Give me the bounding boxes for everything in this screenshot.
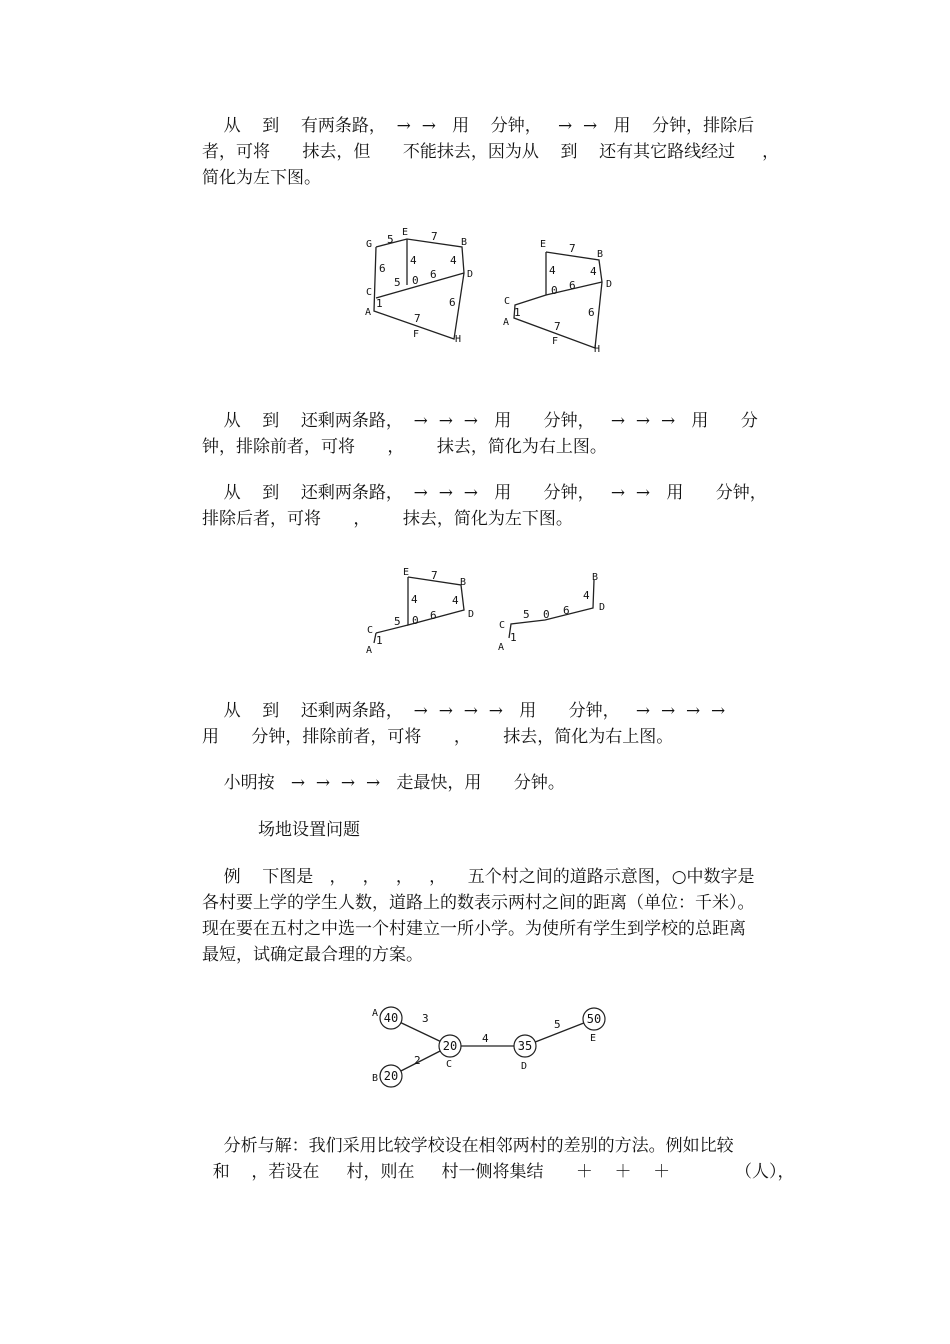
- node-label: A: [366, 645, 373, 656]
- text-line: 从 到 还剩两条路， → → → 用 分钟， → → → 用 分: [202, 411, 758, 431]
- graph-figure-4: [495, 568, 615, 658]
- text-line: 各村要上学的学生人数，道路上的数表示两村之间的距离（单位：千米）。: [202, 893, 755, 913]
- text-line: 简化为左下图。: [202, 168, 321, 188]
- node-label: B: [592, 572, 599, 583]
- edge-weight: 1: [376, 297, 383, 310]
- node-label: C: [366, 287, 373, 298]
- village-d-students: 35: [517, 1039, 533, 1053]
- paragraph-route-comparison-3: [202, 480, 806, 532]
- village-c-label: C: [446, 1059, 453, 1070]
- village-e-label: E: [590, 1033, 597, 1044]
- edge-weight: 6: [379, 262, 386, 275]
- village-e-students: 50: [586, 1012, 602, 1026]
- node-label: C: [499, 620, 506, 631]
- node-label: F: [413, 329, 420, 340]
- edge-weight: 7: [569, 242, 576, 255]
- text-line: 从 到 有两条路， → → 用 分钟， → → 用 分钟，排除后: [202, 116, 755, 136]
- node-label: D: [468, 609, 475, 620]
- village-c-students: 20: [442, 1039, 458, 1053]
- node-label: B: [460, 577, 467, 588]
- text-line: 例 下图是 ， ， ， ， 五个村之间的道路示意图，○中数字是: [202, 867, 755, 887]
- node-label: A: [503, 317, 510, 328]
- edge-weight: 4: [549, 264, 556, 277]
- graph-figure-1: [360, 225, 480, 350]
- edge-weight: 6: [569, 279, 576, 292]
- edge-weight: 6: [588, 306, 595, 319]
- paragraph-route-comparison-1: [202, 113, 806, 191]
- node-label: H: [594, 344, 601, 355]
- edge-weight: 4: [590, 265, 597, 278]
- node-label: B: [461, 237, 468, 248]
- edge-weight: 7: [554, 320, 561, 333]
- distance-a-c: 3: [422, 1012, 429, 1025]
- text-line: 者，可将 抹去，但 不能抹去，因为从 到 还有其它路线经过 ，: [202, 142, 780, 162]
- text-line: 分析与解：我们采用比较学校设在相邻两村的差别的方法。例如比较: [202, 1136, 734, 1156]
- paragraph-route-comparison-2: [202, 408, 806, 460]
- text-line: 和 ，若设在 村，则在 村一侧将集结 ＋ ＋ ＋ （人），: [202, 1162, 795, 1182]
- edge-weight: 5: [523, 608, 530, 621]
- edge-weight: 4: [411, 593, 418, 606]
- section-heading: 场地设置问题: [258, 820, 360, 840]
- graph-figure-2: [500, 232, 620, 357]
- village-b-students: 20: [383, 1069, 399, 1083]
- text-line: 从 到 还剩两条路， → → → 用 分钟， → → 用 分钟，: [202, 483, 767, 503]
- text-line: 排除后者，可将 ， 抹去，简化为左下图。: [202, 509, 573, 529]
- edge-weight: 0: [543, 608, 550, 621]
- edge-weight: 0: [412, 614, 419, 627]
- edge-weight: 7: [431, 230, 438, 243]
- edge-weight: 0: [412, 274, 419, 287]
- node-label: D: [467, 269, 474, 280]
- edge-weight: 4: [452, 594, 459, 607]
- node-label: G: [366, 239, 373, 250]
- village-d-label: D: [521, 1061, 528, 1072]
- text-line: 从 到 还剩两条路， → → → → 用 分钟， → → → →: [202, 701, 726, 721]
- node-label: D: [606, 279, 613, 290]
- node-label: C: [504, 296, 511, 307]
- text-line: 最短，试确定最合理的方案。: [202, 945, 423, 965]
- node-label: A: [365, 307, 372, 318]
- edge-weight: 1: [510, 631, 517, 644]
- edge-weight: 6: [430, 609, 437, 622]
- text-line: 小明按 → → → → 走最快，用 分钟。: [202, 773, 565, 793]
- text-line: 用 分钟，排除前者，可将 ， 抹去，简化为右上图。: [202, 727, 674, 747]
- node-label: E: [540, 239, 547, 250]
- paragraph-analysis: [202, 1133, 806, 1185]
- edge-weight: 1: [376, 634, 383, 647]
- node-label: C: [367, 625, 374, 636]
- edge-weight: 4: [583, 589, 590, 602]
- node-label: A: [498, 642, 505, 653]
- edge-weight: 6: [563, 604, 570, 617]
- village-a-students: 40: [383, 1011, 399, 1025]
- paragraph-example: [202, 864, 806, 968]
- edge-weight: 4: [410, 254, 417, 267]
- edge-weight: 5: [394, 615, 401, 628]
- text-line: 钟，排除前者，可将 ， 抹去，简化为右上图。: [202, 437, 607, 457]
- node-label: F: [552, 336, 559, 347]
- edge-weight: 0: [551, 284, 558, 297]
- text-line: 现在要在五村之中选一个村建立一所小学。为使所有学生到学校的总距离: [202, 919, 746, 939]
- distance-d-e: 5: [554, 1018, 561, 1031]
- edge-weight: 7: [414, 312, 421, 325]
- edge-weight: 7: [431, 569, 438, 582]
- node-label: B: [597, 249, 604, 260]
- node-label: H: [455, 334, 462, 345]
- node-label: D: [599, 602, 606, 613]
- village-a-label: A: [372, 1008, 379, 1019]
- paragraph-conclusion: [202, 770, 806, 796]
- distance-b-c: 2: [414, 1054, 421, 1067]
- edge-weight: 6: [449, 296, 456, 309]
- node-label: E: [403, 567, 410, 578]
- edge-weight: 5: [387, 233, 394, 246]
- edge-weight: 1: [514, 306, 521, 319]
- paragraph-route-comparison-4: [202, 698, 806, 750]
- village-road-graph: [368, 1002, 618, 1097]
- edge-weight: 6: [430, 268, 437, 281]
- edge-weight: 4: [450, 254, 457, 267]
- edge-weight: 5: [394, 276, 401, 289]
- village-b-label: B: [372, 1073, 379, 1084]
- graph-figure-3: [362, 565, 482, 660]
- node-label: E: [402, 227, 409, 238]
- distance-c-d: 4: [482, 1032, 489, 1045]
